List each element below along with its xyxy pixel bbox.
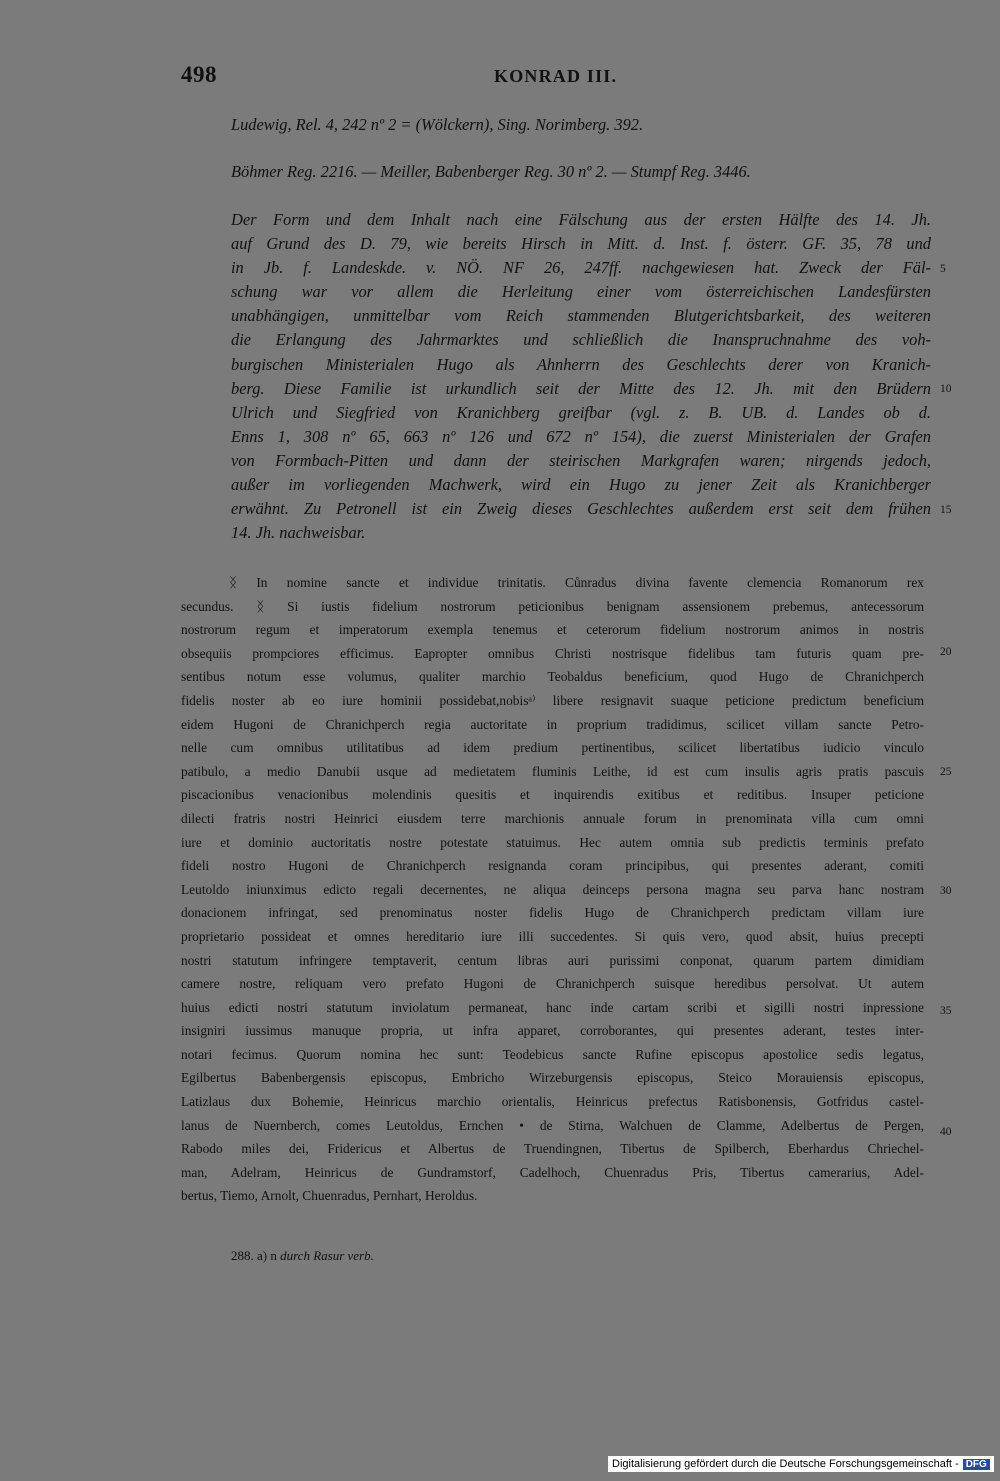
- charter-line-number: 25: [940, 766, 952, 778]
- reference-ludewig: Ludewig, Rel. 4, 242 nº 2 = (Wölckern), Sing. Norimberg. 392.: [231, 115, 644, 134]
- footnote-text: durch Rasur verb.: [280, 1248, 374, 1263]
- charter-line: secundus. ᛝ Si iustis fidelium nostrorum peticionibus benignam assensionem prebemus, antecessorum: [181, 598, 924, 614]
- commentary-line-number: 5: [940, 263, 946, 275]
- charter-line: camere nostre, reliquam vero prefato Hugoni de Chranichperch suisque heredibus persolvat. Ut autem: [181, 976, 924, 992]
- commentary: [231, 208, 931, 545]
- commentary-line: Enns 1, 308 nº 65, 663 nº 126 und 672 nº 154), die zuerst Ministerialen der Grafen: [231, 426, 931, 446]
- reference-boehmer: Böhmer Reg. 2216. — Meiller, Babenberger Reg. 30 nº 2. — Stumpf Reg. 3446.: [231, 162, 751, 181]
- charter-line: proprietario possideat et omnes hereditario iure illi succedentes. Si quis vero, quod absit, huius precepti: [181, 928, 924, 944]
- commentary-line: außer im vorliegenden Machwerk, wird ein Hugo zu jener Zeit als Kranichberger: [231, 475, 931, 495]
- charter-line: bertus, Tiemo, Arnolt, Chuenradus, Pernhart, Heroldus.: [181, 1188, 478, 1204]
- commentary-line: 14. Jh. nachweisbar.: [231, 523, 366, 543]
- page-number: 498: [181, 62, 217, 87]
- charter-line: ᛝ In nomine sancte et individue trinitatis. Cůnradus divina favente clemencia Romanorum rex: [229, 575, 924, 590]
- charter-line: fidelis noster ab eo iure hominii possidebat,nobisᵃ⁾ libere resignavit suaque peticione predictum beneficium: [181, 692, 924, 708]
- charter-line-number: 40: [940, 1126, 952, 1138]
- charter-text: [181, 571, 924, 1208]
- charter-line: dilecti fratris nostri Heinrici eiusdem terre marchionis annuale forum in prenominata villa cum omni: [181, 810, 924, 826]
- footnote: [231, 1248, 374, 1264]
- running-head: KONRAD III.: [494, 66, 618, 86]
- charter-line: nostri statutum infringere temptaverit, centum libras auri purissimi conponat, quarum partem dimidiam: [181, 952, 924, 968]
- commentary-line: erwähnt. Zu Petronell ist ein Zweig dieses Geschlechtes außerdem erst seit dem frühen: [231, 499, 931, 519]
- charter-line: eidem Hugoni de Chranichperch regia auctoritate in proprium tradidimus, scilicet villam sancte Petro-: [181, 716, 924, 732]
- charter-line: obsequiis prompciores efficimus. Eapropter omnibus Christi nostrisque fidelibus tam futuris quam pre-: [181, 645, 924, 661]
- commentary-line: Ulrich und Siegfried von Kranichberg greifbar (vgl. z. B. UB. d. Landes ob d.: [231, 402, 931, 422]
- commentary-line: berg. Diese Familie ist urkundlich seit der Mitte des 12. Jh. mit den Brüdern: [231, 378, 931, 398]
- commentary-line: die Erlangung des Jahrmarktes und schließlich die Inanspruchnahme des voh-: [231, 330, 931, 350]
- charter-line: lanus de Nuernberch, comes Leutoldus, Ernchen • de Stirna, Walchuen de Clamme, Adelbertus de Pergen,: [181, 1117, 924, 1133]
- charter-line: piscacionibus venacionibus molendinis quesitis et inquirendis exitibus et reditibus. Insuper peticione: [181, 787, 924, 803]
- charter-line: sentibus notum esse volumus, qualiter marchio Teobaldus beneficium, quod Hugo de Chranichperch: [181, 669, 924, 685]
- charter-line: notari fecimus. Quorum nomina hec sunt: Teodebicus sancte Rufine episcopus apostolice sedis legatus,: [181, 1046, 924, 1062]
- charter-line-number: 35: [940, 1005, 952, 1017]
- commentary-line-number: 15: [940, 504, 952, 516]
- commentary-line: unabhängigen, unmittelbar vom Reich stammenden Blutgerichtsbarkeit, des weiteren: [231, 306, 931, 326]
- commentary-line: schung war vor allem die Herleitung einer vom österreichischen Landesfürsten: [231, 282, 931, 302]
- charter-line: Leutoldo iniunximus edicto regali decernentes, ne aliqua deinceps persona magna seu parva hanc nostram: [181, 881, 924, 897]
- commentary-line: burgischen Ministerialen Hugo als Ahnherrn des Geschlechts derer von Kranich-: [231, 354, 931, 374]
- charter-line-number: 30: [940, 885, 952, 897]
- dfg-logo: DFG: [963, 1459, 990, 1470]
- charter-line: iure et dominio auctoritatis nostre potestate statuimus. Hec autem omnia sub predictis terminis prefato: [181, 834, 924, 850]
- commentary-line-number: 10: [940, 383, 952, 395]
- charter-line-number: 20: [940, 646, 952, 658]
- charter-line: insigniri iussimus manuque propria, ut infra apparet, corroborantes, qui presentes aderant, testes inter-: [181, 1023, 924, 1039]
- charter-line: fideli nostro Hugoni de Chranichperch resignanda coram principibus, qui presentes aderant, comiti: [181, 858, 924, 874]
- charter-line: Egilbertus Babenbergensis episcopus, Embricho Wirzeburgensis episcopus, Steico Morauiensis episcopus,: [181, 1070, 924, 1086]
- charter-line: nostrorum regum et imperatorum exempla tenemus et ceterorum fidelium nostrorum animos in nostris: [181, 622, 924, 638]
- commentary-line: Der Form und dem Inhalt nach eine Fälschung aus der ersten Hälfte des 14. Jh.: [231, 210, 931, 229]
- commentary-line: in Jb. f. Landeskde. v. NÖ. NF 26, 247ff. nachgewiesen hat. Zweck der Fäl-: [231, 258, 931, 278]
- commentary-line: auf Grund des D. 79, wie bereits Hirsch in Mitt. d. Inst. f. österr. GF. 35, 78 und: [231, 234, 931, 254]
- credit-text: Digitalisierung gefördert durch die Deutsche Forschungsgemeinschaft -: [612, 1458, 959, 1470]
- charter-line: patibulo, a medio Danubii usque ad medietatem fluminis Leithe, id est cum insulis agris pratis pascuis: [181, 763, 924, 779]
- charter-line: donacionem infringat, sed prenominatus noster fidelis Hugo de Chranichperch predictam villam iure: [181, 905, 924, 921]
- charter-line: Latizlaus dux Bohemie, Heinricus marchio orientalis, Heinricus prefectus Ratisbonensis, Gotfridus castel-: [181, 1094, 924, 1110]
- digitization-credit: [608, 1456, 994, 1472]
- footnote-label: 288. a) n: [231, 1248, 277, 1263]
- charter-line: Rabodo miles dei, Fridericus et Albertus de Truendingnen, Tibertus de Spilberch, Eberhardus Chriechel-: [181, 1141, 924, 1157]
- commentary-line: von Formbach-Pitten und dann der steirischen Markgrafen waren; nirgends jedoch,: [231, 450, 931, 470]
- charter-line: nelle cum omnibus utilitatibus ad idem predium pertinentibus, scilicet libertatibus iudicio vinculo: [181, 740, 924, 756]
- charter-line: man, Adelram, Heinricus de Gundramstorf, Cadelhoch, Chuenradus Pris, Tibertus camerarius, Adel-: [181, 1164, 924, 1180]
- charter-line: huius edicti nostri statutum inviolatum permaneat, hanc inde cartam scribi et sigilli nostri inpressione: [181, 999, 924, 1015]
